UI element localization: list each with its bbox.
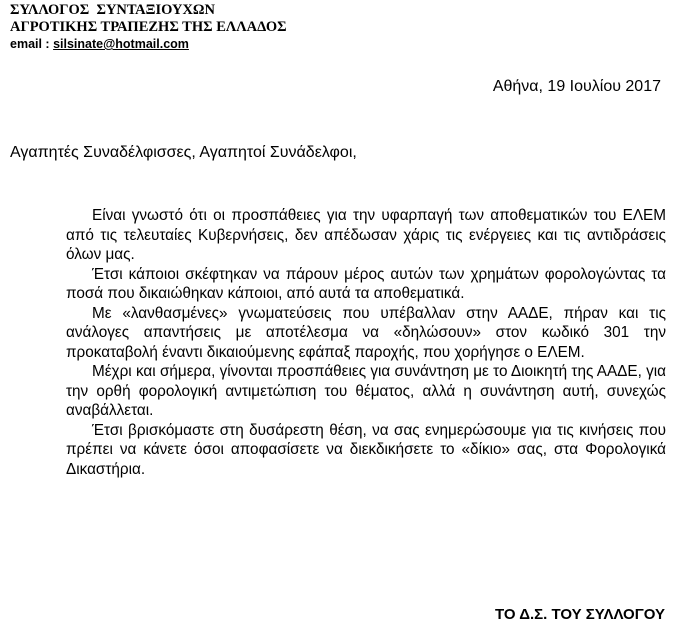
paragraph: Έτσι βρισκόμαστε στη δυσάρεστη θέση, να σας ενημερώσουμε για τις κινήσεις που πρέπει να κάνετε όσοι αποφασίσετε να διεκδικήσετε το «δίκιο» σας, στα Φορολογικά Δικαστήρια. <box>66 421 666 478</box>
greeting: Αγαπητές Συναδέλφισσες, Αγαπητοί Συνάδελφοι, <box>10 144 357 161</box>
email-link[interactable]: silsinate@hotmail.com <box>53 37 189 51</box>
letter-body <box>66 206 666 479</box>
paragraph: Με «λανθασμένες» γνωματεύσεις που υπέβαλλαν στην ΑΑΔΕ, πήραν και τις ανάλογες απαντήσεις με αποτέλεσμα να «δηλώσουν» στον κωδικό 301 την προκαταβολή έναντι δικαιούμενης εφάπαξ παροχής, που χορήγησε ο ΕΛΕΜ. <box>66 304 666 361</box>
signature: ΤΟ Δ.Σ. ΤΟΥ ΣΥΛΛΟΓΟΥ <box>495 606 665 623</box>
letterhead <box>10 2 287 53</box>
association-name: ΣΥΛΛΟΓΟΣ ΣΥΝΤΑΞΙΟΥΧΩΝ <box>10 2 216 18</box>
bank-name: ΑΓΡΟΤΙΚΗΣ ΤΡΑΠΕΖΗΣ ΤΗΣ ΕΛΛΑΔΟΣ <box>10 19 287 35</box>
paragraph: Έτσι κάποιοι σκέφτηκαν να πάρουν μέρος αυτών των χρημάτων φορολογώντας τα ποσά που δικαιώθηκαν κάποιοι, από αυτά τα αποθεματικά. <box>66 265 666 302</box>
email-line <box>10 36 287 53</box>
letter-date: Αθήνα, 19 Ιουλίου 2017 <box>492 78 661 95</box>
paragraph: Μέχρι και σήμερα, γίνονται προσπάθειες για συνάντηση με το Διοικητή της ΑΑΔΕ, για την ορθή φορολογική αντιμετώπιση του θέματος, αλλά η συνάντηση αυτή, συνεχώς αναβάλλεται. <box>66 363 666 419</box>
paragraph: Είναι γνωστό ότι οι προσπάθειες για την υφαρπαγή των αποθεματικών του ΕΛΕΜ από τις τελευταίες Κυβερνήσεις, δεν απέδωσαν χάρις τις ενέργειες και τις αντιδράσεις όλων μας. <box>66 207 666 263</box>
email-label: email : <box>10 37 54 51</box>
